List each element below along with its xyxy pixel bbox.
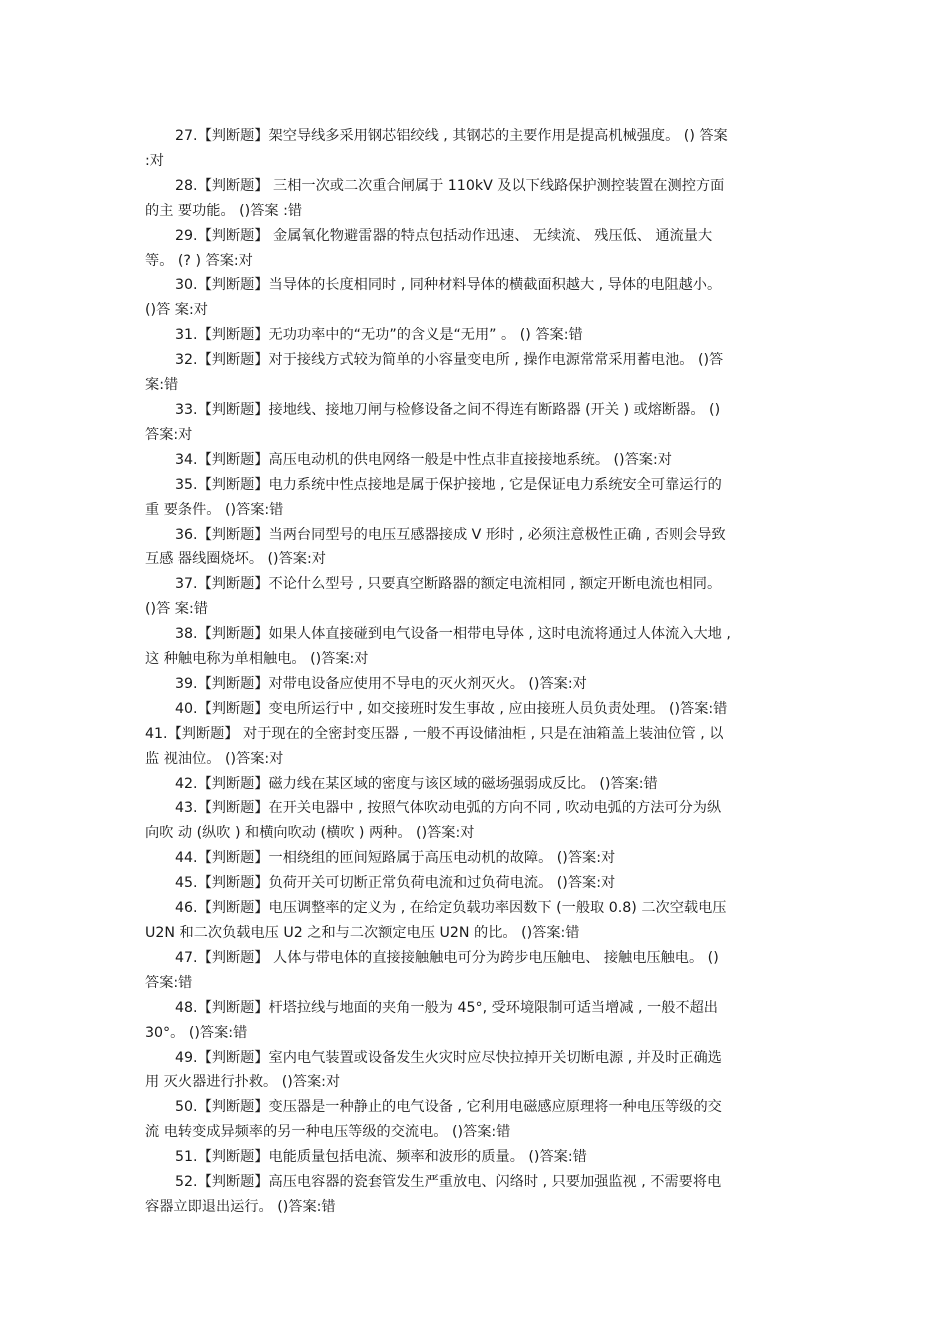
question-text: 50.【判断题】变压器是一种静止的电气设备 , 它利用电磁感应原理将一种电压等级的交 (175, 1099, 722, 1116)
question-text: 30.【判断题】当导体的长度相同时 , 同种材料导体的横截面积越大 , 导体的电阻越小。 (175, 277, 722, 294)
question-item (145, 348, 805, 398)
question-text: 49.【判断题】室内电气装置或设备发生火灾时应尽快拉掉开关切断电源 , 并及时正确选 (175, 1049, 722, 1066)
question-item (145, 996, 805, 1046)
question-text-continuation: :对 (145, 152, 164, 169)
question-item (145, 1095, 805, 1145)
question-item (145, 523, 805, 573)
question-text: 41.【判断题】 对于现在的全密封变压器 , 一般不再设储油柜 , 只是在油箱盖上装油位管 , 以 (145, 725, 724, 742)
question-item (145, 1046, 805, 1096)
question-item (145, 572, 805, 622)
question-text: 46.【判断题】电压调整率的定义为 , 在给定负载功率因数下 (一般取 0.8) 二次空载电压 (175, 900, 727, 917)
question-item (145, 174, 805, 224)
question-text-continuation: 监 视油位。 ()答案:对 (145, 750, 284, 767)
question-text: 42.【判断题】磁力线在某区域的密度与该区域的磁场强弱成反比。 ()答案:错 (175, 775, 658, 792)
question-text-continuation: 的主 要功能。 ()答案 :错 (145, 202, 303, 219)
question-text-continuation: 用 灭火器进行扑救。 ()答案:对 (145, 1074, 341, 1091)
question-item (145, 846, 805, 871)
question-item (145, 323, 805, 348)
question-text-continuation: U2N 和二次负载电压 U2 之和与二次额定电压 U2N 的比。 ()答案:错 (145, 925, 580, 941)
question-text: 51.【判断题】电能质量包括电流、频率和波形的质量。 ()答案:错 (175, 1149, 587, 1166)
question-item (145, 697, 805, 722)
question-item (145, 896, 805, 946)
question-text: 47.【判断题】 人体与带电体的直接接触触电可分为跨步电压触电、 接触电压触电。 () (175, 949, 719, 966)
question-text: 40.【判断题】变电所运行中 , 如交接班时发生事故 , 应由接班人员负责处理。 ()答案:错 (175, 700, 728, 717)
question-item (145, 448, 805, 473)
question-item (145, 946, 805, 996)
question-text: 48.【判断题】杆塔拉线与地面的夹角一般为 45°, 受环境限制可适当增减 , 一般不超出 (175, 999, 718, 1016)
question-text: 27.【判断题】架空导线多采用钢芯铝绞线 , 其钢芯的主要作用是提高机械强度。 () 答案 (175, 128, 728, 144)
question-text: 37.【判断题】不论什么型号 , 只要真空断路器的额定电流相同 , 额定开断电流也相同。 (175, 576, 722, 593)
question-item (145, 398, 805, 448)
question-text: 43.【判断题】在开关电器中 , 按照气体吹动电弧的方向不同 , 吹动电弧的方法可分为纵 (175, 800, 722, 817)
question-text-continuation: 流 电转变成异频率的另一种电压等级的交流电。 ()答案:错 (145, 1124, 511, 1141)
question-item (145, 473, 805, 523)
question-text: 29.【判断题】 金属氧化物避雷器的特点包括动作迅速、 无续流、 残压低、 通流量大 (175, 227, 713, 244)
question-text: 32.【判断题】对于接线方式较为简单的小容量变电所 , 操作电源常常采用蓄电池。 ()答 (175, 352, 724, 369)
question-text-continuation: 30°。 ()答案:错 (145, 1024, 248, 1041)
question-item (145, 224, 805, 274)
question-text: 35.【判断题】电力系统中性点接地是属于保护接地 , 它是保证电力系统安全可靠运行的 (175, 476, 722, 493)
question-item (145, 1170, 805, 1220)
question-item (145, 672, 805, 697)
question-text: 45.【判断题】负荷开关可切断正常负荷电流和过负荷电流。 ()答案:对 (175, 875, 616, 892)
question-text-continuation: 互感 器线圈烧坏。 ()答案:对 (145, 551, 326, 568)
question-text: 38.【判断题】如果人体直接碰到电气设备一相带电导体 , 这时电流将通过人体流入大地 , (175, 626, 731, 643)
question-text-continuation: 等。 (? ) 答案:对 (145, 252, 253, 269)
question-text-continuation: 这 种触电称为单相触电。 ()答案:对 (145, 651, 369, 668)
question-text: 28.【判断题】 三相一次或二次重合闸属于 110kV 及以下线路保护测控装置在测控方面 (175, 177, 725, 194)
question-item (145, 1145, 805, 1170)
question-item (145, 722, 805, 772)
question-item (145, 124, 805, 174)
question-text: 39.【判断题】对带电设备应使用不导电的灭火剂灭火。 ()答案:对 (175, 675, 587, 692)
question-text: 33.【判断题】接地线、接地刀闸与检修设备之间不得连有断路器 (开关 ) 或熔断器。 () (175, 401, 721, 418)
question-item (145, 796, 805, 846)
question-text-continuation: ()答 案:对 (145, 302, 208, 319)
question-text: 44.【判断题】一相绕组的匝间短路属于高压电动机的故障。 ()答案:对 (175, 850, 616, 867)
document-body (145, 124, 805, 1220)
question-text: 34.【判断题】高压电动机的供电网络一般是中性点非直接接地系统。 ()答案:对 (175, 451, 672, 468)
question-text-continuation: ()答 案:错 (145, 601, 208, 618)
question-text-continuation: 答案:错 (145, 974, 193, 991)
question-text: 52.【判断题】高压电容器的瓷套管发生严重放电、闪络时 , 只要加强监视 , 不需要将电 (175, 1174, 722, 1191)
question-text-continuation: 向吹 动 (纵吹 ) 和横向吹动 (横吹 ) 两种。 ()答案:对 (145, 825, 475, 842)
question-text-continuation: 重 要条件。 ()答案:错 (145, 501, 284, 518)
question-text-continuation: 容器立即退出运行。 ()答案:错 (145, 1198, 336, 1215)
question-item (145, 772, 805, 797)
question-text-continuation: 案:错 (145, 377, 179, 394)
question-text: 36.【判断题】当两台同型号的电压互感器接成 V 形时 , 必须注意极性正确 , 否则会导致 (175, 526, 726, 543)
question-item (145, 622, 805, 672)
question-item (145, 871, 805, 896)
question-text-continuation: 答案:对 (145, 426, 193, 443)
question-item (145, 273, 805, 323)
question-text: 31.【判断题】无功功率中的“无功”的含义是“无用” 。 () 答案:错 (175, 327, 583, 344)
